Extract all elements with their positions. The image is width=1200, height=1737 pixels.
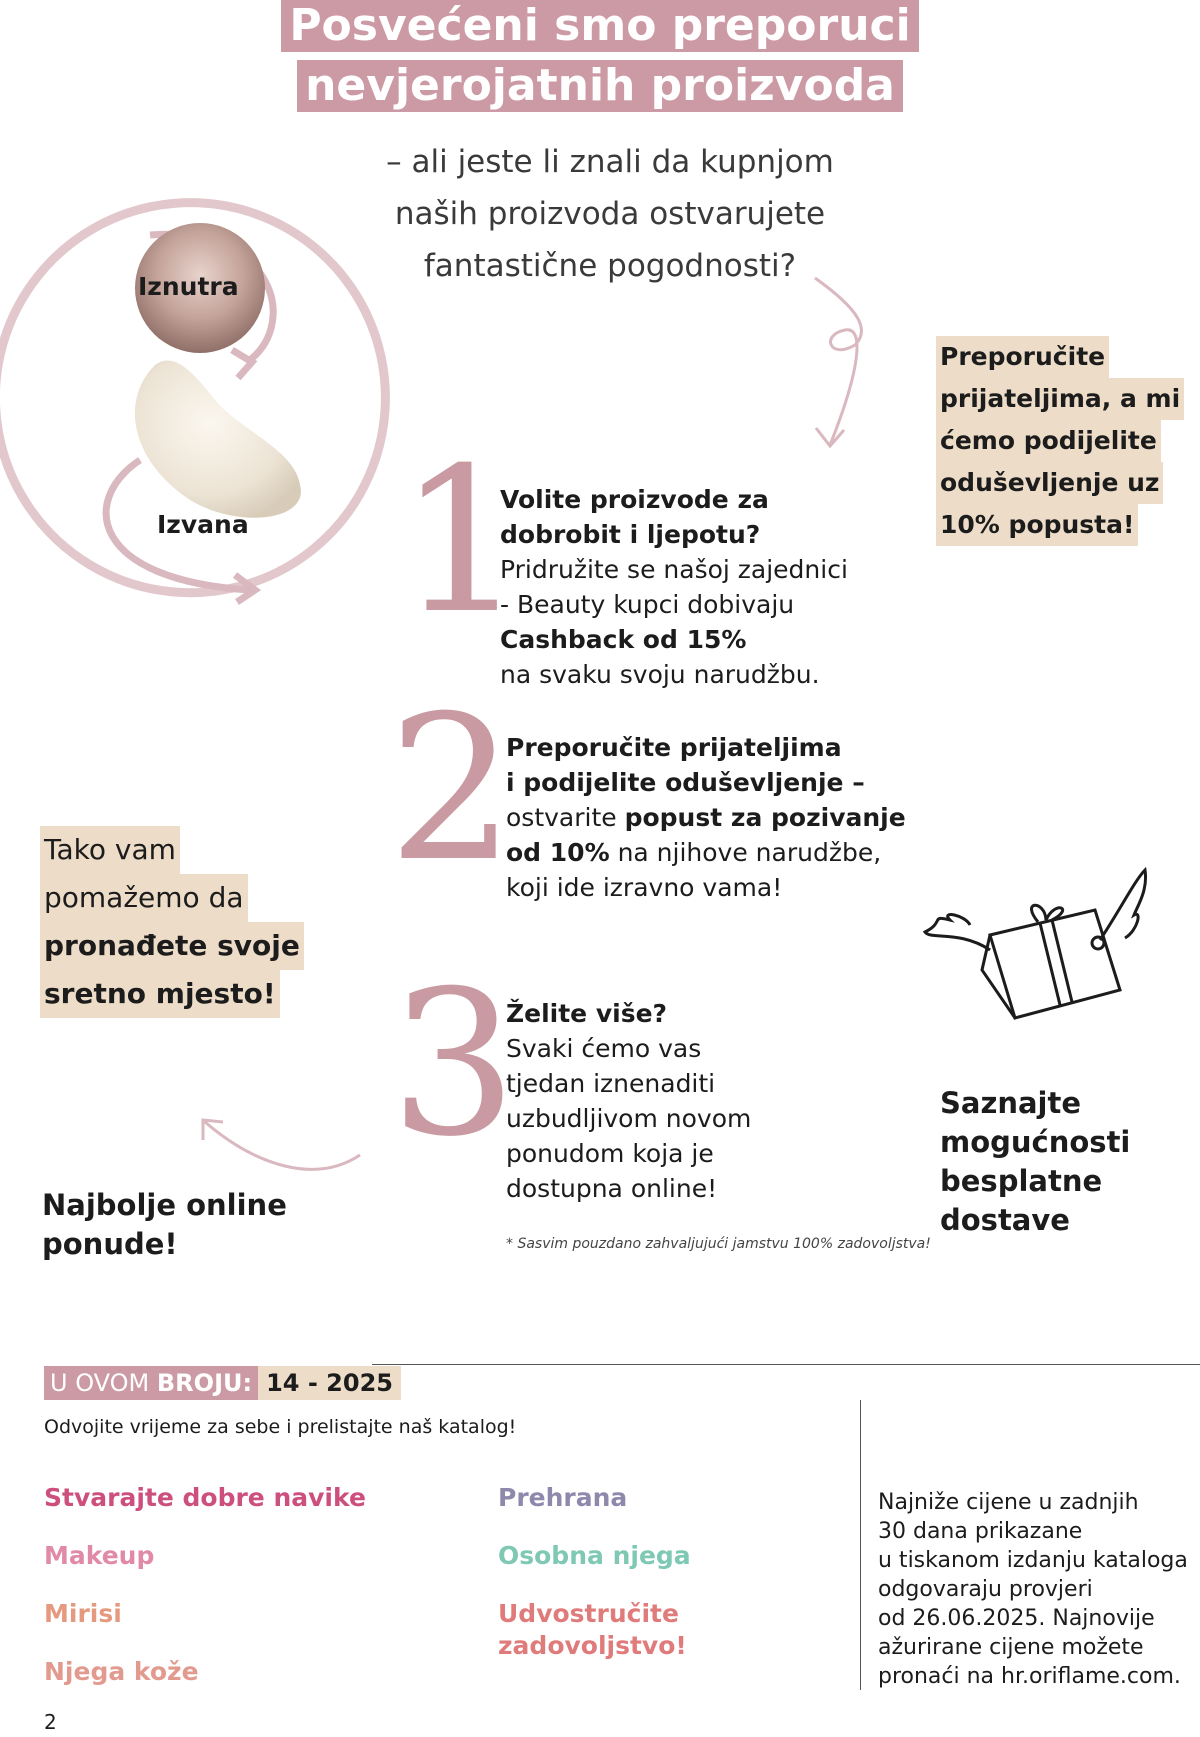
step-1-line-6: na svaku svoju narudžbu. xyxy=(500,660,820,689)
category-personal-care[interactable]: Osobna njega xyxy=(498,1541,691,1570)
online-offers-line-1: Najbolje online xyxy=(42,1188,287,1222)
issue-number: 14 - 2025 xyxy=(258,1366,401,1400)
label-outside: Izvana xyxy=(157,510,249,539)
category-habits[interactable]: Stvarajte dobre navike xyxy=(44,1483,366,1512)
left-callout-line-2: pomažemo da xyxy=(40,874,248,922)
callout-line-2: prijateljima, a mi xyxy=(936,378,1184,420)
categories-right xyxy=(498,1482,828,1662)
step-1-line-3: Pridružite se našoj zajednici xyxy=(500,555,848,584)
step-1-heading-1: Volite proizvode za xyxy=(500,485,769,514)
step-1-cashback: Cashback od 15% xyxy=(500,625,747,654)
step-1-line-4: - Beauty kupci dobivaju xyxy=(500,590,795,619)
step-number-3: 3 xyxy=(390,948,518,1181)
left-callout-line-4: sretno mjesto! xyxy=(40,970,280,1018)
callout-line-3: ćemo podijelite xyxy=(936,420,1161,462)
title-line-1: Posvećeni smo preporuci xyxy=(281,0,918,52)
subtitle-line-3: fantastične pogodnosti? xyxy=(423,248,797,284)
issue-intro: Odvojite vrijeme za sebe i prelistajte naš katalog! xyxy=(44,1416,517,1438)
step-3-line-6: dostupna online! xyxy=(506,1174,718,1203)
price-note: Najniže cijene u zadnjih 30 dana prikazane u tiskanom izdanju kataloga odgovaraju provjeri od 26.06.2025. Najnovije ažurirane cijene možete pronaći na hr.oriflame.com. xyxy=(878,1488,1198,1691)
step-2-line-3: ostvarite popust za pozivanje xyxy=(506,803,906,832)
left-callout-line-3: pronađete svoje xyxy=(40,922,304,970)
flying-gift-box-icon xyxy=(920,860,1150,1025)
step-1-text xyxy=(500,482,900,692)
callout-line-5: 10% popusta! xyxy=(936,504,1138,546)
free-delivery-line-2: mogućnosti xyxy=(940,1125,1131,1159)
label-inside: Iznutra xyxy=(138,272,239,301)
step-2-heading-2: i podijelite oduševljenje – xyxy=(506,768,865,797)
oriflame-link[interactable]: pronaći na hr.oriflame.com. xyxy=(878,1664,1181,1689)
step-3-line-2: Svaki ćemo vas xyxy=(506,1034,702,1063)
step-1-heading-2: dobrobit i ljepotu? xyxy=(500,520,761,549)
free-delivery-line-3: besplatne xyxy=(940,1164,1103,1198)
satisfaction-footnote: * Sasvim pouzdano zahvaljujući jamstvu 100% zadovoljstva! xyxy=(506,1236,931,1252)
cream-swatch-icon xyxy=(135,360,301,517)
subtitle xyxy=(340,136,880,292)
step-3-line-5: ponudom koja je xyxy=(506,1139,714,1168)
curly-arrow-icon xyxy=(800,270,880,460)
step-2-discount: popust za pozivanje xyxy=(624,803,906,832)
vertical-divider xyxy=(860,1400,861,1690)
category-skincare[interactable]: Njega kože xyxy=(44,1657,199,1686)
categories-left xyxy=(44,1482,464,1714)
subtitle-line-1: – ali jeste li znali da kupnjom xyxy=(386,144,834,180)
online-offers xyxy=(42,1186,287,1264)
category-nutrition[interactable]: Prehrana xyxy=(498,1483,628,1512)
callout-line-4: oduševljenje uz xyxy=(936,462,1163,504)
title-line-2: nevjerojatnih proizvoda xyxy=(297,60,903,112)
section-divider xyxy=(372,1364,1200,1365)
upper-arrow-head xyxy=(232,350,252,378)
step-2-text xyxy=(506,730,926,905)
issue-label xyxy=(44,1366,401,1400)
category-fragrances[interactable]: Mirisi xyxy=(44,1599,122,1628)
step-2-line-5: koji ide izravno vama! xyxy=(506,873,783,902)
issue-label-tag: U OVOM BROJU: xyxy=(44,1366,258,1400)
step-3-line-3: tjedan iznenaditi xyxy=(506,1069,716,1098)
left-callout-line-1: Tako vam xyxy=(40,826,180,874)
step-3-line-4: uzbudljivom novom xyxy=(506,1104,752,1133)
page-title xyxy=(0,0,1200,112)
happy-place-callout xyxy=(40,826,340,1018)
category-double-satisfaction[interactable]: Udvostručite zadovoljstvo! xyxy=(498,1599,687,1660)
free-delivery xyxy=(940,1084,1130,1240)
step-3-heading: Želite više? xyxy=(506,999,668,1028)
callout-line-1: Preporučite xyxy=(936,336,1109,378)
online-offers-line-2: ponude! xyxy=(42,1227,178,1261)
free-delivery-line-1: Saznajte xyxy=(940,1086,1082,1120)
category-makeup[interactable]: Makeup xyxy=(44,1541,155,1570)
page-number: 2 xyxy=(44,1710,57,1734)
referral-callout xyxy=(936,336,1186,546)
left-arrow-icon xyxy=(195,1110,370,1180)
step-3-text xyxy=(506,996,836,1206)
step-number-1: 1 xyxy=(398,425,526,658)
subtitle-line-2: naših proizvoda ostvarujete xyxy=(394,196,826,232)
step-2-heading-1: Preporučite prijateljima xyxy=(506,733,842,762)
inside-outside-circle xyxy=(0,200,420,620)
free-delivery-line-4: dostave xyxy=(940,1203,1070,1237)
step-number-2: 2 xyxy=(388,673,516,906)
step-2-line-4: od 10% na njihove narudžbe, xyxy=(506,838,882,867)
